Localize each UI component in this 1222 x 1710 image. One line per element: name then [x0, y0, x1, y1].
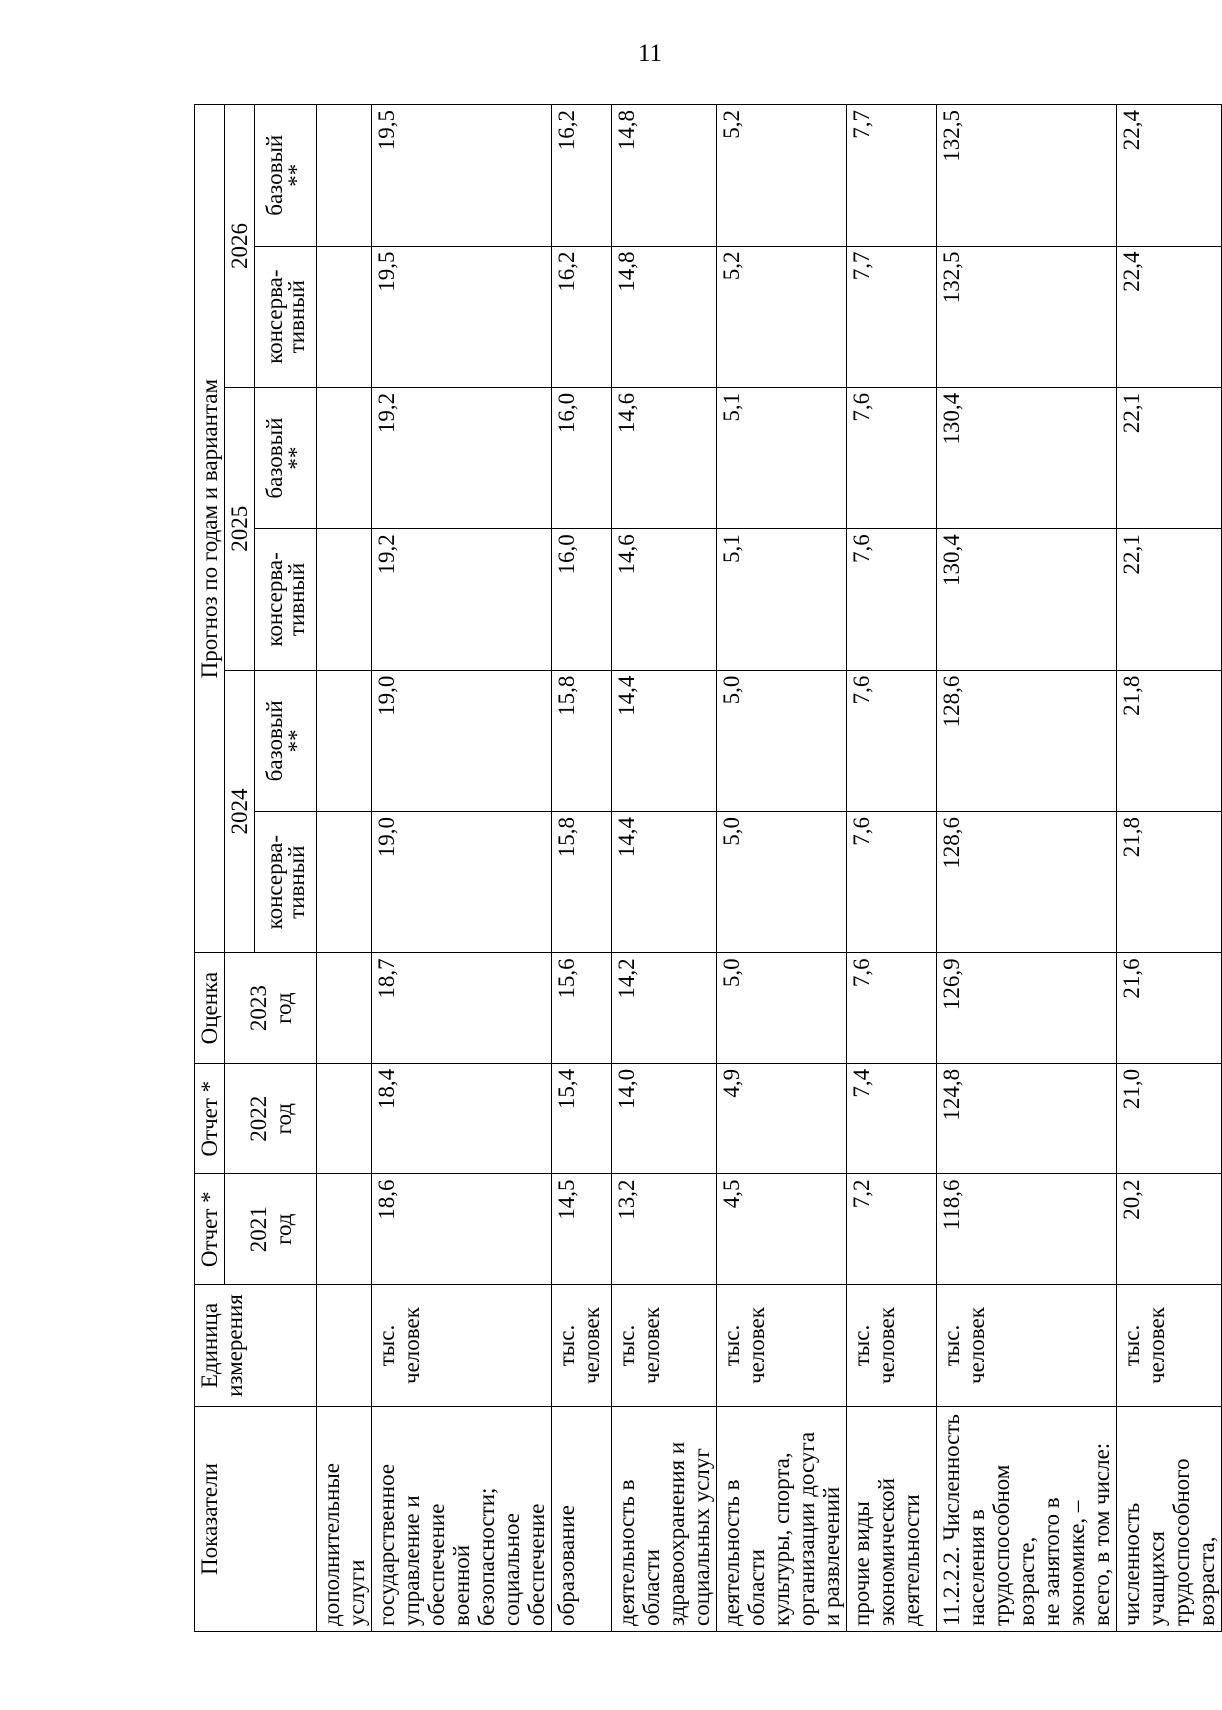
row-value: 14,0	[612, 1063, 717, 1174]
row-value: 22,1	[1117, 529, 1222, 670]
unit-line: человек	[1144, 1307, 1169, 1384]
row-value: 18,7	[372, 953, 552, 1064]
indicator-line: не занятого в экономике, –	[1039, 1497, 1089, 1626]
indicator-line: прочие виды	[849, 1501, 874, 1626]
row-value: 19,0	[372, 670, 552, 811]
row-value: 118,6	[937, 1174, 1117, 1285]
header-year-2024: 2024	[225, 670, 255, 953]
unit-line: тыс.	[849, 1324, 874, 1367]
row-value	[317, 529, 372, 670]
row-value: 21,8	[1117, 670, 1222, 811]
row-value	[317, 670, 372, 811]
unit-line: человек	[399, 1307, 424, 1384]
header-year-2025: 2025	[225, 387, 255, 670]
unit-line: тыс.	[719, 1324, 744, 1367]
row-unit	[1117, 1284, 1222, 1406]
header-estimate: Оценка	[195, 953, 225, 1064]
indicator-line: трудоспособного возраста,	[1169, 1458, 1219, 1626]
row-value: 19,5	[372, 105, 552, 247]
row-value: 20,2	[1117, 1174, 1222, 1285]
row-value: 7,4	[847, 1063, 937, 1174]
row-value	[317, 953, 372, 1064]
row-value: 5,2	[717, 246, 847, 387]
header-conservative-2024: консерва- тивный	[255, 812, 317, 953]
unit-line: тыс.	[554, 1324, 579, 1367]
row-indicator	[552, 1407, 612, 1632]
row-unit	[612, 1284, 717, 1406]
row-value: 14,6	[612, 529, 717, 670]
row-value: 15,8	[552, 670, 612, 811]
row-value	[317, 105, 372, 247]
row-value: 21,6	[1117, 953, 1222, 1064]
row-value: 7,6	[847, 670, 937, 811]
unit-line: человек	[964, 1307, 989, 1384]
page-number: 11	[637, 40, 663, 67]
row-value: 22,4	[1117, 105, 1222, 247]
row-unit	[372, 1284, 552, 1406]
row-value: 14,2	[612, 953, 717, 1064]
indicator-line: и развлечений	[819, 1486, 844, 1626]
row-value: 16,2	[552, 105, 612, 247]
row-value: 14,6	[612, 387, 717, 528]
row-value: 7,6	[847, 387, 937, 528]
indicator-line: социальное обеспечение	[499, 1503, 549, 1626]
header-base-2024: базовый **	[255, 670, 317, 811]
table-row	[317, 105, 372, 1632]
row-unit	[937, 1284, 1117, 1406]
row-value: 21,0	[1117, 1063, 1222, 1174]
indicator-line: организации досуга	[794, 1431, 819, 1626]
row-value: 5,1	[717, 387, 847, 528]
indicator-line: всего, в том числе:	[1089, 1442, 1114, 1626]
row-value: 126,9	[937, 953, 1117, 1064]
row-value: 5,0	[717, 953, 847, 1064]
row-indicator	[1117, 1407, 1222, 1632]
indicator-line: образование	[554, 1505, 579, 1626]
row-value: 14,5	[552, 1174, 612, 1285]
row-value: 5,0	[717, 812, 847, 953]
table-body	[195, 105, 1222, 1632]
row-value: 14,8	[612, 105, 717, 247]
row-unit	[317, 1284, 372, 1406]
header-year-2026: 2026	[225, 105, 255, 388]
header-forecast: Прогноз по годам и вариантам	[195, 105, 225, 953]
row-value: 7,6	[847, 953, 937, 1064]
row-indicator	[937, 1407, 1117, 1632]
row-value: 128,6	[937, 812, 1117, 953]
rotated-table-wrapper	[194, 104, 1219, 1632]
row-value: 14,8	[612, 246, 717, 387]
row-value: 130,4	[937, 387, 1117, 528]
row-indicator	[372, 1407, 552, 1632]
row-value	[317, 387, 372, 528]
row-value: 22,4	[1117, 246, 1222, 387]
row-unit	[847, 1284, 937, 1406]
row-value: 16,2	[552, 246, 612, 387]
row-value: 7,7	[847, 246, 937, 387]
header-year-2023: 2023 год	[225, 953, 317, 1064]
row-value	[317, 1063, 372, 1174]
table-row	[847, 105, 937, 1632]
header-year-2022: 2022 год	[225, 1063, 317, 1174]
row-value: 130,4	[937, 529, 1117, 670]
row-indicator	[717, 1407, 847, 1632]
row-value: 4,9	[717, 1063, 847, 1174]
indicator-line: 11.2.2.2. Численность	[939, 1414, 964, 1626]
row-value: 5,1	[717, 529, 847, 670]
row-value: 15,6	[552, 953, 612, 1064]
header-base-2026: базовый **	[255, 105, 317, 247]
row-value: 7,6	[847, 812, 937, 953]
header-conservative-2026: консерва- тивный	[255, 246, 317, 387]
row-value: 128,6	[937, 670, 1117, 811]
row-indicator	[317, 1407, 372, 1632]
unit-line: тыс.	[614, 1324, 639, 1367]
row-value: 5,2	[717, 105, 847, 247]
table-row	[937, 105, 1117, 1632]
header-indicator: Показатели	[195, 1407, 317, 1632]
table-row	[717, 105, 847, 1632]
indicator-line: военной безопасности;	[449, 1487, 499, 1626]
indicator-line: экономической	[874, 1478, 899, 1626]
row-value: 18,4	[372, 1063, 552, 1174]
indicator-line: численность учащихся	[1119, 1502, 1169, 1626]
indicator-line: трудоспособном возрасте,	[989, 1464, 1039, 1626]
table-row	[552, 105, 612, 1632]
indicator-line: населения в	[964, 1509, 989, 1626]
row-value: 21,8	[1117, 812, 1222, 953]
row-value: 13,2	[612, 1174, 717, 1285]
header-report-2021: Отчет *	[195, 1174, 225, 1285]
row-value: 19,2	[372, 529, 552, 670]
header-report-2022: Отчет *	[195, 1063, 225, 1174]
row-value: 16,0	[552, 529, 612, 670]
row-value: 132,5	[937, 246, 1117, 387]
table-row	[1117, 105, 1222, 1632]
unit-line: тыс.	[939, 1324, 964, 1367]
unit-line: человек	[639, 1307, 664, 1384]
row-value: 7,2	[847, 1174, 937, 1285]
row-value	[317, 812, 372, 953]
row-value	[317, 246, 372, 387]
forecast-table	[194, 104, 1222, 1632]
indicator-line: деятельность в области	[719, 1479, 769, 1626]
indicator-line: культуры, спорта,	[769, 1452, 794, 1626]
indicator-line: управление и обеспечение	[399, 1495, 449, 1626]
row-value: 19,5	[372, 246, 552, 387]
indicator-line: деятельность в области	[614, 1479, 664, 1626]
row-value: 18,6	[372, 1174, 552, 1285]
row-value: 124,8	[937, 1063, 1117, 1174]
unit-line: человек	[744, 1307, 769, 1384]
row-value: 7,7	[847, 105, 937, 247]
row-value: 19,0	[372, 812, 552, 953]
table-row	[612, 105, 717, 1632]
row-value: 7,6	[847, 529, 937, 670]
row-value	[317, 1174, 372, 1285]
unit-line: человек	[874, 1307, 899, 1384]
row-value: 15,4	[552, 1063, 612, 1174]
unit-line: тыс.	[374, 1324, 399, 1367]
row-value: 132,5	[937, 105, 1117, 247]
header-conservative-2025: консерва- тивный	[255, 529, 317, 670]
unit-line: тыс.	[1119, 1324, 1144, 1367]
header-year-2021: 2021 год	[225, 1174, 317, 1285]
unit-line: человек	[579, 1307, 604, 1384]
row-indicator	[612, 1407, 717, 1632]
indicator-line: социальных услуг	[689, 1448, 714, 1626]
header-base-2025: базовый **	[255, 387, 317, 528]
row-unit	[717, 1284, 847, 1406]
row-value: 16,0	[552, 387, 612, 528]
indicator-line: дополнительные услуги	[319, 1463, 369, 1626]
row-value: 5,0	[717, 670, 847, 811]
row-value: 14,4	[612, 812, 717, 953]
indicator-line: здравоохранения и	[664, 1441, 689, 1626]
row-value: 15,8	[552, 812, 612, 953]
row-unit	[552, 1284, 612, 1406]
row-value: 22,1	[1117, 387, 1222, 528]
row-indicator	[847, 1407, 937, 1632]
row-value: 4,5	[717, 1174, 847, 1285]
indicator-line: деятельности	[899, 1494, 924, 1626]
indicator-line: государственное	[374, 1463, 399, 1626]
row-value: 14,4	[612, 670, 717, 811]
table-row	[372, 105, 552, 1632]
header-unit: Единица измерения	[195, 1284, 317, 1406]
row-value: 19,2	[372, 387, 552, 528]
